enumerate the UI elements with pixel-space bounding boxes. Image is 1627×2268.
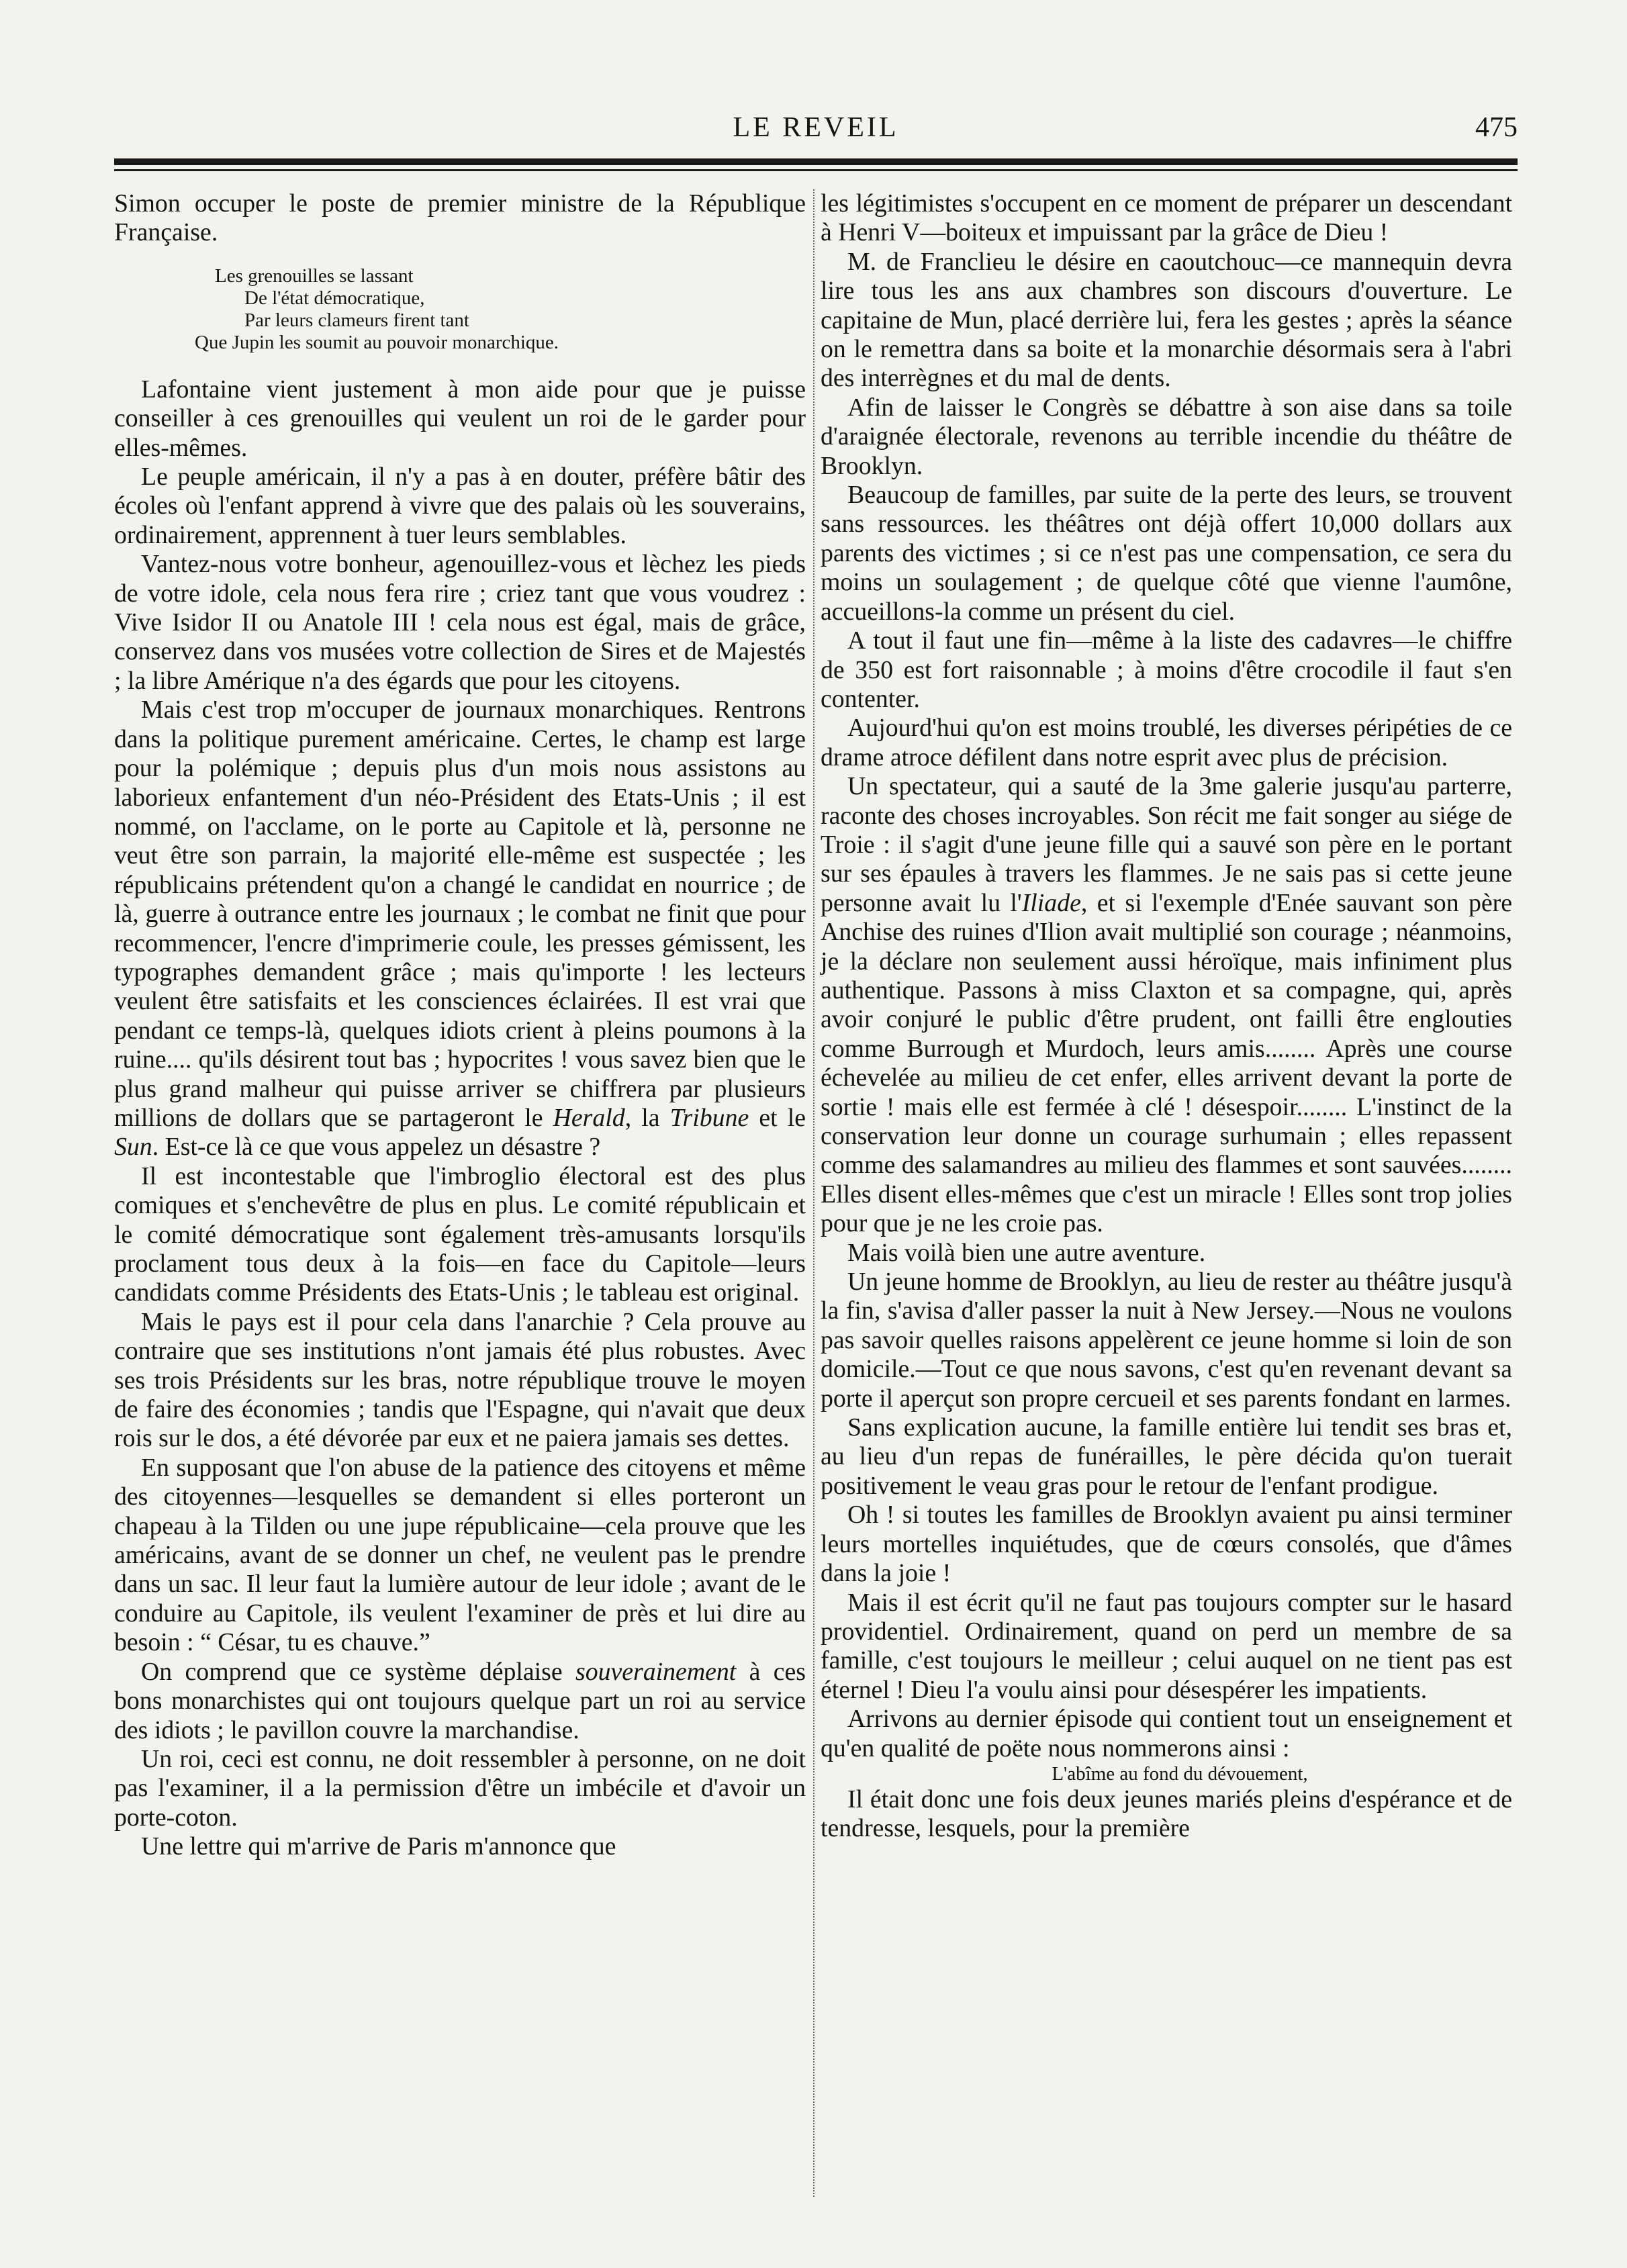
paragraph — [114, 696, 806, 1162]
newspaper-name: Herald — [553, 1103, 625, 1132]
newspaper-name: Sun — [114, 1133, 152, 1162]
text-run: , et si l'exemple d'Enée sauvant son père Anchise des ruines d'Ilion avait multiplié son courage ; néanmoins, je la déclare non seulement aussi héroïque, mais infiniment plus authentique. Passons à miss Claxton et sa compagne, qui, après avoir conjuré le public d'être prudent, ont failli être englouties comme Burrough et Murdoch, leurs amis........ Après une course échevelée au milieu de cet enfer, elles arrivent devant la porte de sortie ! mais elle est fermée à clé ! désespoir........ L'instinct de la conservation leur donne un courage surhumain ; elles repassent comme des salamandres au milieu des flammes et sont sauvées........ Elles disent elles-mêmes que c'est un miracle ! Elles sont trop jolies pour que je ne les croie pas. — [821, 888, 1512, 1238]
header-rule-thick — [114, 158, 1518, 165]
paragraph: Lafontaine vient justement à mon aide pour que je puisse conseiller à ces grenouilles qui veulent un roi de le garder pour elles-mêmes. — [114, 375, 806, 462]
newspaper-name: Tribune — [669, 1103, 749, 1132]
verse-line: Par leurs clameurs firent tant — [244, 309, 469, 331]
paragraph: les légitimistes s'occupent en ce moment de préparer un descendant à Henri V—boiteux et impuissant par la grâce de Dieu ! — [821, 189, 1512, 247]
paragraph: Aujourd'hui qu'on est moins troublé, les diverses péripéties de ce drame atroce défilent dans notre esprit avec plus de précision. — [821, 714, 1512, 771]
paragraph: Sans explication aucune, la famille entière lui tendit ses bras et, au lieu d'un repas de funérailles, le père décida qu'on tuerait positivement le veau gras pour le retour de l'enfant prodigue. — [821, 1413, 1512, 1500]
paragraph — [821, 772, 1512, 1239]
paragraph: Le peuple américain, il n'y a pas à en douter, préfère bâtir des écoles où l'enfant apprend à vivre que des palais où les souverains, ordinairement, apprennent à tuer leurs semblables. — [114, 463, 806, 549]
text-run: . Est-ce là ce que vous appelez un désastre ? — [152, 1133, 601, 1162]
text-run: Un spectateur, qui a sauté de la 3me galerie jusqu'au parterre, raconte des choses incroyables. Son récit me fait songer au siége de Troie : il s'agit d'une jeune fille qui a sauvé son père en le portant sur ses épaules à travers les flammes. Je ne sais pas si cette jeune personne avait lu l' — [821, 772, 1512, 917]
paragraph: Mais voilà bien une autre aventure. — [847, 1238, 1206, 1267]
journal-title: LE REVEIL — [733, 112, 899, 143]
text-run: Mais c'est trop m'occuper de journaux monarchiques. Rentrons dans la politique purement américaine. Certes, le champ est large pour la polémique ; depuis plus d'un mois nous assistons au laborieux enfantement d'un néo-Président des Etats-Unis ; il est nommé, on l'acclame, on le porte au Capitole et là, personne ne veut être son parrain, la majorité elle-même est suspectée ; les républicains prétendent qu'on a changé le candidat en nourrice ; de là, guerre à outrance entre les journaux ; le combat ne finit que pour recommencer, l'encre d'imprimerie coule, les presses gémissent, les typographes demandent grâce ; mais qu'importe ! les lecteurs veulent être satisfaits et les consciences éclairées. Il est vrai que pendant ce temps-là, quelques idiots crient à pleins poumons à la ruine.... qu'ils désirent tout bas ; hypocrites ! vous savez bien que le plus grand malheur qui puisse arriver se chiffrera par plusieurs millions de dollars que se partageront le — [114, 696, 806, 1132]
paragraph: Simon occuper le poste de premier ministre de la République Française. — [114, 189, 806, 247]
verse-line: De l'état démocratique, — [244, 287, 425, 309]
paragraph: Afin de laisser le Congrès se débattre à son aise dans sa toile d'araignée électorale, revenons au terrible incendie du théâtre de Brooklyn. — [821, 393, 1512, 480]
paragraph: Mais il est écrit qu'il ne faut pas toujours compter sur le hasard providentiel. Ordinairement, quand on perd un membre de sa famille, c'est toujours le meilleur ; celui auquel on ne tient pas est éternel ! Dieu l'a voulu ainsi pour désespérer les impatients. — [821, 1588, 1512, 1704]
running-head — [114, 107, 1518, 148]
right-column — [821, 189, 1512, 1844]
paragraph: Mais le pays est il pour cela dans l'anarchie ? Cela prouve au contraire que ses institutions n'ont jamais été plus robustes. Avec ses trois Présidents sur les bras, notre république trouve le moyen de faire des économies ; tandis que l'Espagne, qui n'avait que deux rois sur le dos, a été dévorée par eux et ne paiera jamais ses dettes. — [114, 1307, 806, 1453]
text-run: et le — [749, 1103, 806, 1132]
paragraph: Vantez-nous votre bonheur, agenouillez-vous et lèchez les pieds de votre idole, cela nous fera rire ; criez tant que vous voudrez : Vive Isidor II ou Anatole III ! cela nous est égal, mais de grâce, conservez dans vos musées votre collection de Sires et de Majestés ; la libre Amérique n'a des égards que pour les citoyens. — [114, 550, 806, 695]
paragraph: M. de Franclieu le désire en caoutchouc—ce mannequin devra lire tous les ans aux chambres son discours d'ouverture. Le capitaine de Mun, placé derrière lui, fera les gestes ; après la séance on le remettra dans sa boite et la monarchie désormais sera à l'abri des interrègnes et du mal de dents. — [821, 247, 1512, 393]
paragraph: Beaucoup de familles, par suite de la perte des leurs, se trouvent sans ressources. les théâtres ont déjà offert 10,000 dollars aux parents des victimes ; si ce n'est pas une compensation, ce sera du moins un soulagement ; de quelque côté que vienne l'aumône, accueillons-la comme un présent du ciel. — [821, 481, 1512, 626]
left-column — [114, 189, 806, 1862]
paragraph: Une lettre qui m'arrive de Paris m'annonce que — [141, 1832, 616, 1861]
paragraph: A tout il faut une fin—même à la liste des cadavres—le chiffre de 350 est fort raisonnable ; à moins d'être crocodile il faut s'en contenter. — [821, 626, 1512, 713]
verse-quote — [195, 265, 806, 354]
section-title: L'abîme au fond du dévouement, — [1052, 1762, 1308, 1785]
paragraph — [114, 1658, 806, 1745]
paragraph: Oh ! si toutes les familles de Brooklyn avaient pu ainsi terminer leurs mortelles inquiétudes, que de cœurs consolés, que d'âmes dans la joie ! — [821, 1501, 1512, 1588]
paragraph: Il est incontestable que l'imbroglio électoral est des plus comiques et s'enchevêtre de plus en plus. Le comité républicain et le comité démocratique sont également très-amusants lorsqu'ils proclament tous deux à la fois—en face du Capitole—leurs candidats comme Présidents des Etats-Unis ; le tableau est original. — [114, 1162, 806, 1307]
italic-word: souverainement — [575, 1657, 737, 1686]
paragraph: Arrivons au dernier épisode qui contient tout un enseignement et qu'en qualité de poëte nous nommerons ainsi : — [821, 1705, 1512, 1762]
text-run: On comprend que ce système déplaise — [141, 1657, 575, 1686]
text-run: à ces bons monarchistes qui ont toujours quelque part un roi au service des idiots ; le pavillon couvre la marchandise. — [114, 1657, 806, 1744]
book-title: Iliade — [1021, 888, 1081, 917]
paragraph: En supposant que l'on abuse de la patience des citoyens et même des citoyennes—lesquelles se demandent si elles porteront un chapeau à la Tilden ou une jupe républicaine—cela prouve que les américains, avant de se donner un chef, ne veulent pas le prendre dans un sac. Il leur faut la lumière autour de leur idole ; avant de le conduire au Capitole, ils veulent l'examiner de près et lui dire au besoin : “ César, tu es chauve.” — [114, 1453, 806, 1657]
paragraph: Il était donc une fois deux jeunes mariés pleins d'espérance et de tendresse, lesquels, pour la première — [821, 1785, 1512, 1843]
paragraph: Un roi, ceci est connu, ne doit ressembler à personne, on ne doit pas l'examiner, il a la permission d'être un imbécile et d'avoir un porte-coton. — [114, 1744, 806, 1832]
page-number: 475 — [1475, 112, 1518, 143]
verse-line: Les grenouilles se lassant — [215, 265, 414, 287]
header-rule-thin — [114, 169, 1518, 171]
text-run: , la — [624, 1103, 670, 1132]
verse-line: Que Jupin les soumit au pouvoir monarchique. — [195, 331, 559, 353]
paragraph: Un jeune homme de Brooklyn, au lieu de rester au théâtre jusqu'à la fin, s'avisa d'aller passer la nuit à New Jersey.—Nous ne voulons pas savoir quelles raisons appelèrent ce jeune homme si loin de son domicile.—Tout ce que nous savons, c'est qu'en revenant devant sa porte il aperçut son propre cercueil et ses parents fondant en larmes. — [821, 1268, 1512, 1413]
column-separator — [813, 189, 815, 2197]
